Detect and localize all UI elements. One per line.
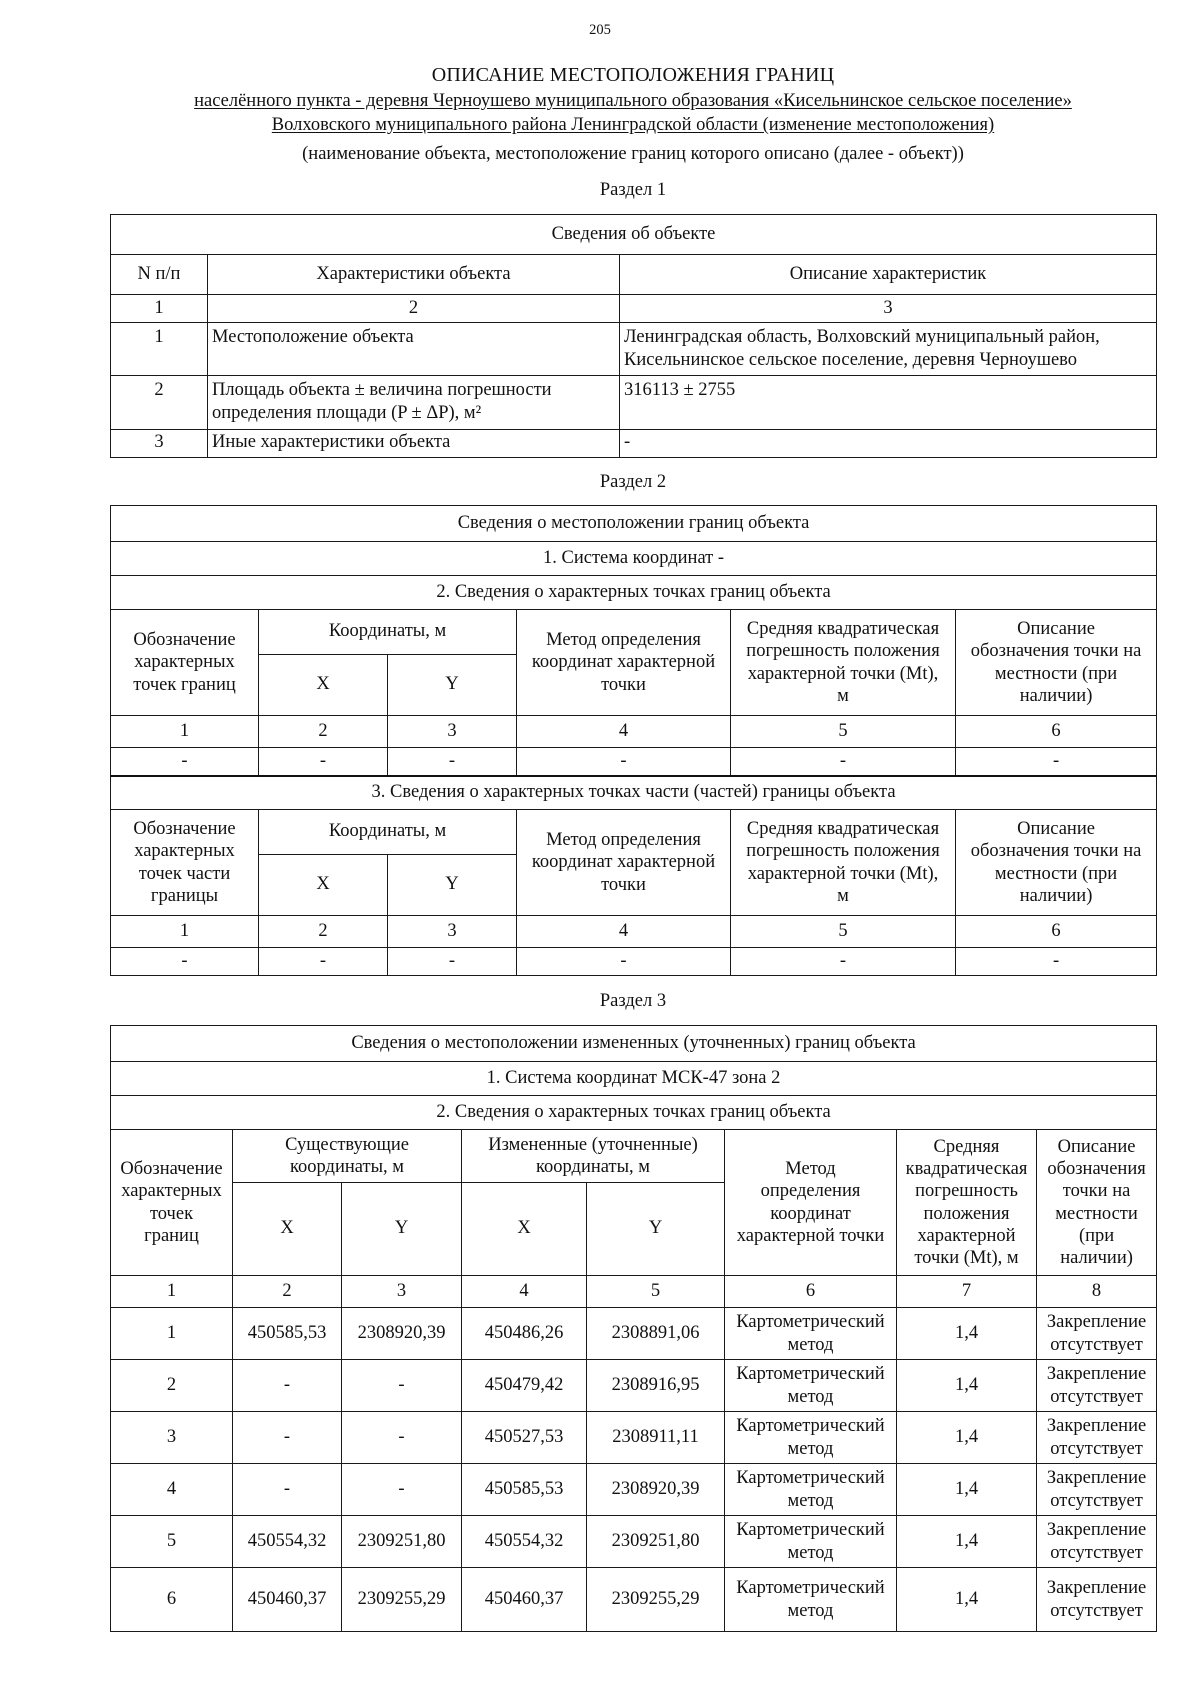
changed-y: 2308916,95 [587, 1360, 725, 1412]
header-point-designation [111, 1130, 233, 1276]
table-row [111, 1568, 1157, 1632]
header-line: характерной точки (Mt), [747, 863, 939, 884]
method-line: метод [787, 1600, 834, 1621]
description-cell [1037, 1360, 1157, 1412]
header-line: координаты, м [290, 1157, 404, 1177]
section-3-label: Раздел 3 [599, 991, 667, 1011]
existing-x: 450460,37 [233, 1568, 342, 1632]
header-line: Измененные (уточненные) [488, 1134, 698, 1155]
header-x: X [259, 655, 388, 716]
document-title: ОПИСАНИЕ МЕСТОПОЛОЖЕНИЯ ГРАНИЦ [431, 64, 835, 86]
subtitle-caption: (наименование объекта, местоположение границ которого описано (далее - объект)) [302, 144, 964, 164]
header-line: характерных [134, 841, 235, 862]
header-line: м [837, 685, 849, 706]
header-x: X [259, 855, 388, 916]
existing-y: 2308920,39 [342, 1308, 462, 1360]
error-mt: 1,4 [897, 1516, 1037, 1568]
method-line: Картометрический [736, 1312, 885, 1333]
header-line: обозначения [1047, 1159, 1146, 1180]
index-cell: 1 [111, 716, 259, 748]
header-changed-y: Y [587, 1183, 725, 1276]
index-cell: 5 [587, 1276, 725, 1308]
header-method [725, 1130, 897, 1276]
description-line: отсутствует [1050, 1386, 1143, 1407]
header-number: N п/п [111, 255, 208, 295]
existing-x: - [233, 1360, 342, 1412]
name-line: определения площади (P ± ΔP), м² [212, 403, 482, 424]
error-mt: 1,4 [897, 1308, 1037, 1360]
table-row [111, 948, 1157, 976]
section-3-table-title: Сведения о местоположении измененных (уточненных) границ объекта [111, 1026, 1157, 1062]
subsection-2-title: 2. Сведения о характерных точках границ объекта [111, 576, 1157, 610]
method-line: Картометрический [736, 1468, 885, 1489]
method-line: Картометрический [736, 1520, 885, 1541]
header-line: координаты, м [536, 1157, 650, 1177]
description-cell [1037, 1516, 1157, 1568]
header-line: Обозначение [133, 819, 236, 840]
method-cell [725, 1568, 897, 1632]
index-cell: 3 [388, 716, 517, 748]
coordinate-system: 1. Система координат - [111, 542, 1157, 576]
description-line: Закрепление [1046, 1364, 1147, 1385]
header-line: координат характерной [531, 852, 716, 873]
empty-cell: - [388, 748, 517, 776]
header-line: координат характерной [531, 652, 716, 673]
error-mt: 1,4 [897, 1464, 1037, 1516]
table-row [111, 1412, 1157, 1464]
empty-cell: - [259, 948, 388, 976]
method-line: Картометрический [736, 1578, 885, 1599]
header-line: точек [149, 1203, 194, 1224]
description-line: отсутствует [1050, 1600, 1143, 1621]
value-line: Кисельнинское сельское поселение, деревня Черноушево [624, 350, 1078, 371]
section-1-label: Раздел 1 [599, 180, 667, 200]
header-description: Описание характеристик [620, 255, 1157, 295]
header-existing-x: X [233, 1183, 342, 1276]
header-line: характерных [121, 1181, 222, 1202]
index-cell: 3 [620, 295, 1157, 323]
header-method [517, 810, 731, 916]
existing-x: 450585,53 [233, 1308, 342, 1360]
index-cell: 1 [111, 916, 259, 948]
header-characteristics: Характеристики объекта [208, 255, 620, 295]
existing-y: 2309251,80 [342, 1516, 462, 1568]
changed-x: 450554,32 [462, 1516, 587, 1568]
table-row [111, 748, 1157, 776]
coordinate-system: 1. Система координат МСК-47 зона 2 [111, 1062, 1157, 1096]
subtitle-line-1: населённого пункта - деревня Черноушево муниципального образования «Кисельнинское сельское поселение» [194, 91, 1072, 111]
description-line: Закрепление [1046, 1578, 1147, 1599]
header-line: Средняя квадратическая [746, 619, 940, 640]
index-cell: 3 [342, 1276, 462, 1308]
existing-y: - [342, 1412, 462, 1464]
description-cell [1037, 1464, 1157, 1516]
changed-y: 2308920,39 [587, 1464, 725, 1516]
header-line: обозначения точки на [970, 841, 1142, 862]
characteristic-value [620, 323, 1157, 376]
table-row [111, 1464, 1157, 1516]
changed-y: 2309251,80 [587, 1516, 725, 1568]
section-2-table [110, 505, 1157, 976]
header-line: местности [1055, 1203, 1138, 1224]
name-line: Площадь объекта ± величина погрешности [212, 380, 552, 401]
method-line: Картометрический [736, 1416, 885, 1437]
header-line: погрешность положения [746, 841, 940, 862]
changed-x: 450527,53 [462, 1412, 587, 1464]
header-line: погрешность положения [746, 641, 940, 662]
header-changed-x: X [462, 1183, 587, 1276]
changed-x: 450486,26 [462, 1308, 587, 1360]
value-line: Ленинградская область, Волховский муниципальный район, [624, 327, 1100, 347]
header-line: наличии) [1060, 1247, 1133, 1268]
table-row [111, 1360, 1157, 1412]
changed-y: 2309255,29 [587, 1568, 725, 1632]
empty-cell: - [388, 948, 517, 976]
table-row [111, 376, 1157, 429]
method-line: метод [787, 1438, 834, 1459]
header-error [731, 610, 956, 716]
header-line: Описание [1017, 819, 1095, 840]
index-cell: 6 [725, 1276, 897, 1308]
index-cell: 4 [517, 916, 731, 948]
changed-x: 450479,42 [462, 1360, 587, 1412]
existing-y: - [342, 1360, 462, 1412]
section-1-table [110, 214, 1157, 458]
header-error [731, 810, 956, 916]
header-line: границы [150, 885, 219, 906]
method-line: метод [787, 1490, 834, 1511]
point-number: 5 [111, 1516, 233, 1568]
header-existing-coordinates [233, 1130, 462, 1183]
empty-cell: - [956, 748, 1157, 776]
header-line: Описание [1017, 619, 1095, 640]
header-description [956, 810, 1157, 916]
characteristic-name: Местоположение объекта [208, 323, 620, 376]
description-line: Закрепление [1046, 1312, 1147, 1333]
table-row [111, 1308, 1157, 1360]
subsection-3-title: 3. Сведения о характерных точках части (частей) границы объекта [111, 776, 1157, 810]
index-cell: 6 [956, 716, 1157, 748]
section-1-table-title: Сведения об объекте [111, 215, 1157, 255]
index-cell: 4 [517, 716, 731, 748]
section-2-table-title: Сведения о местоположении границ объекта [111, 506, 1157, 542]
subsection-title: 2. Сведения о характерных точках границ объекта [111, 1096, 1157, 1130]
changed-x: 450460,37 [462, 1568, 587, 1632]
changed-x: 450585,53 [462, 1464, 587, 1516]
characteristic-value: 316113 ± 2755 [620, 376, 1157, 429]
header-line: определения [760, 1181, 861, 1202]
table-row [111, 1516, 1157, 1568]
header-line: Метод определения [546, 630, 701, 651]
header-line: Метод [785, 1159, 836, 1180]
existing-y: - [342, 1464, 462, 1516]
row-number: 3 [111, 429, 208, 457]
header-line: наличии) [1019, 685, 1093, 706]
existing-x: - [233, 1464, 342, 1516]
row-number: 2 [111, 376, 208, 429]
existing-x: - [233, 1412, 342, 1464]
header-line: точки (Mt), м [914, 1247, 1019, 1268]
header-line: погрешность [915, 1181, 1018, 1202]
existing-y: 2309255,29 [342, 1568, 462, 1632]
empty-cell: - [259, 748, 388, 776]
index-cell: 5 [731, 716, 956, 748]
method-line: Картометрический [736, 1364, 885, 1385]
header-line: характерных [134, 652, 235, 673]
header-error [897, 1130, 1037, 1276]
header-line: м [837, 885, 849, 906]
point-number: 1 [111, 1308, 233, 1360]
header-line: характерной [917, 1225, 1016, 1246]
index-cell: 2 [208, 295, 620, 323]
header-line: точек части [138, 863, 231, 884]
description-line: Закрепление [1046, 1468, 1147, 1489]
method-line: метод [787, 1334, 834, 1355]
document-subtitle [110, 90, 1156, 138]
error-mt: 1,4 [897, 1360, 1037, 1412]
header-coordinates: Координаты, м [259, 610, 517, 655]
description-line: отсутствует [1050, 1438, 1143, 1459]
header-line: характерной точки [736, 1225, 885, 1246]
header-existing-y: Y [342, 1183, 462, 1276]
header-line: местности (при [994, 663, 1118, 684]
method-cell [725, 1516, 897, 1568]
header-y: Y [388, 655, 517, 716]
index-cell: 2 [233, 1276, 342, 1308]
method-cell [725, 1464, 897, 1516]
header-line: положения [923, 1203, 1010, 1224]
header-line: (при [1078, 1225, 1115, 1246]
header-line: местности (при [994, 863, 1118, 884]
description-line: Закрепление [1046, 1416, 1147, 1437]
index-cell: 4 [462, 1276, 587, 1308]
header-description [1037, 1130, 1157, 1276]
page-number: 205 [589, 22, 611, 38]
empty-cell: - [731, 748, 956, 776]
header-line: Описание [1057, 1136, 1136, 1157]
header-line: Средняя [933, 1136, 1000, 1157]
table-row [111, 429, 1157, 457]
existing-x: 450554,32 [233, 1516, 342, 1568]
changed-y: 2308891,06 [587, 1308, 725, 1360]
empty-cell: - [517, 948, 731, 976]
header-method [517, 610, 731, 716]
method-line: метод [787, 1386, 834, 1407]
point-number: 4 [111, 1464, 233, 1516]
header-line: координат [770, 1203, 851, 1224]
header-line: Обозначение [133, 630, 236, 651]
section-3-table [110, 1025, 1157, 1632]
index-cell: 7 [897, 1276, 1037, 1308]
description-cell [1037, 1308, 1157, 1360]
description-line: отсутствует [1050, 1490, 1143, 1511]
characteristic-name: Иные характеристики объекта [208, 429, 620, 457]
header-line: Обозначение [120, 1159, 223, 1180]
index-cell: 5 [731, 916, 956, 948]
empty-cell: - [956, 948, 1157, 976]
description-cell [1037, 1568, 1157, 1632]
header-changed-coordinates [462, 1130, 725, 1183]
empty-cell: - [111, 748, 259, 776]
index-cell: 3 [388, 916, 517, 948]
error-mt: 1,4 [897, 1412, 1037, 1464]
header-description [956, 610, 1157, 716]
index-cell: 8 [1037, 1276, 1157, 1308]
description-line: отсутствует [1050, 1334, 1143, 1355]
header-line: Метод определения [546, 830, 701, 851]
empty-cell: - [111, 948, 259, 976]
header-line: точек границ [133, 674, 236, 695]
index-cell: 1 [111, 295, 208, 323]
method-cell [725, 1360, 897, 1412]
changed-y: 2308911,11 [587, 1412, 725, 1464]
error-mt: 1,4 [897, 1568, 1037, 1632]
description-line: отсутствует [1050, 1542, 1143, 1563]
header-line: обозначения точки на [970, 641, 1142, 662]
header-point-designation [111, 610, 259, 716]
header-line: границ [144, 1225, 199, 1246]
row-number: 1 [111, 323, 208, 376]
header-line: Средняя квадратическая [746, 819, 940, 840]
description-cell [1037, 1412, 1157, 1464]
index-cell: 2 [259, 716, 388, 748]
header-line: наличии) [1019, 885, 1093, 906]
header-coordinates: Координаты, м [259, 810, 517, 855]
description-line: Закрепление [1046, 1520, 1147, 1541]
method-cell [725, 1412, 897, 1464]
header-point-designation-part [111, 810, 259, 916]
subtitle-line-2: Волховского муниципального района Ленинградской области (изменение местоположения) [271, 115, 995, 135]
header-y: Y [388, 855, 517, 916]
characteristic-value: - [620, 429, 1157, 457]
method-line: метод [787, 1542, 834, 1563]
empty-cell: - [517, 748, 731, 776]
header-line: точки [601, 874, 646, 895]
index-cell: 2 [259, 916, 388, 948]
empty-cell: - [731, 948, 956, 976]
characteristic-name [208, 376, 620, 429]
header-line: характерной точки (Mt), [747, 663, 939, 684]
header-line: квадратическая [905, 1159, 1028, 1180]
section-2-label: Раздел 2 [599, 472, 667, 492]
table-row [111, 323, 1157, 376]
method-cell [725, 1308, 897, 1360]
index-cell: 6 [956, 916, 1157, 948]
header-line: Существующие [285, 1134, 409, 1155]
point-number: 3 [111, 1412, 233, 1464]
index-cell: 1 [111, 1276, 233, 1308]
header-line: точки на [1062, 1181, 1131, 1202]
point-number: 2 [111, 1360, 233, 1412]
header-line: точки [601, 674, 646, 695]
point-number: 6 [111, 1568, 233, 1632]
